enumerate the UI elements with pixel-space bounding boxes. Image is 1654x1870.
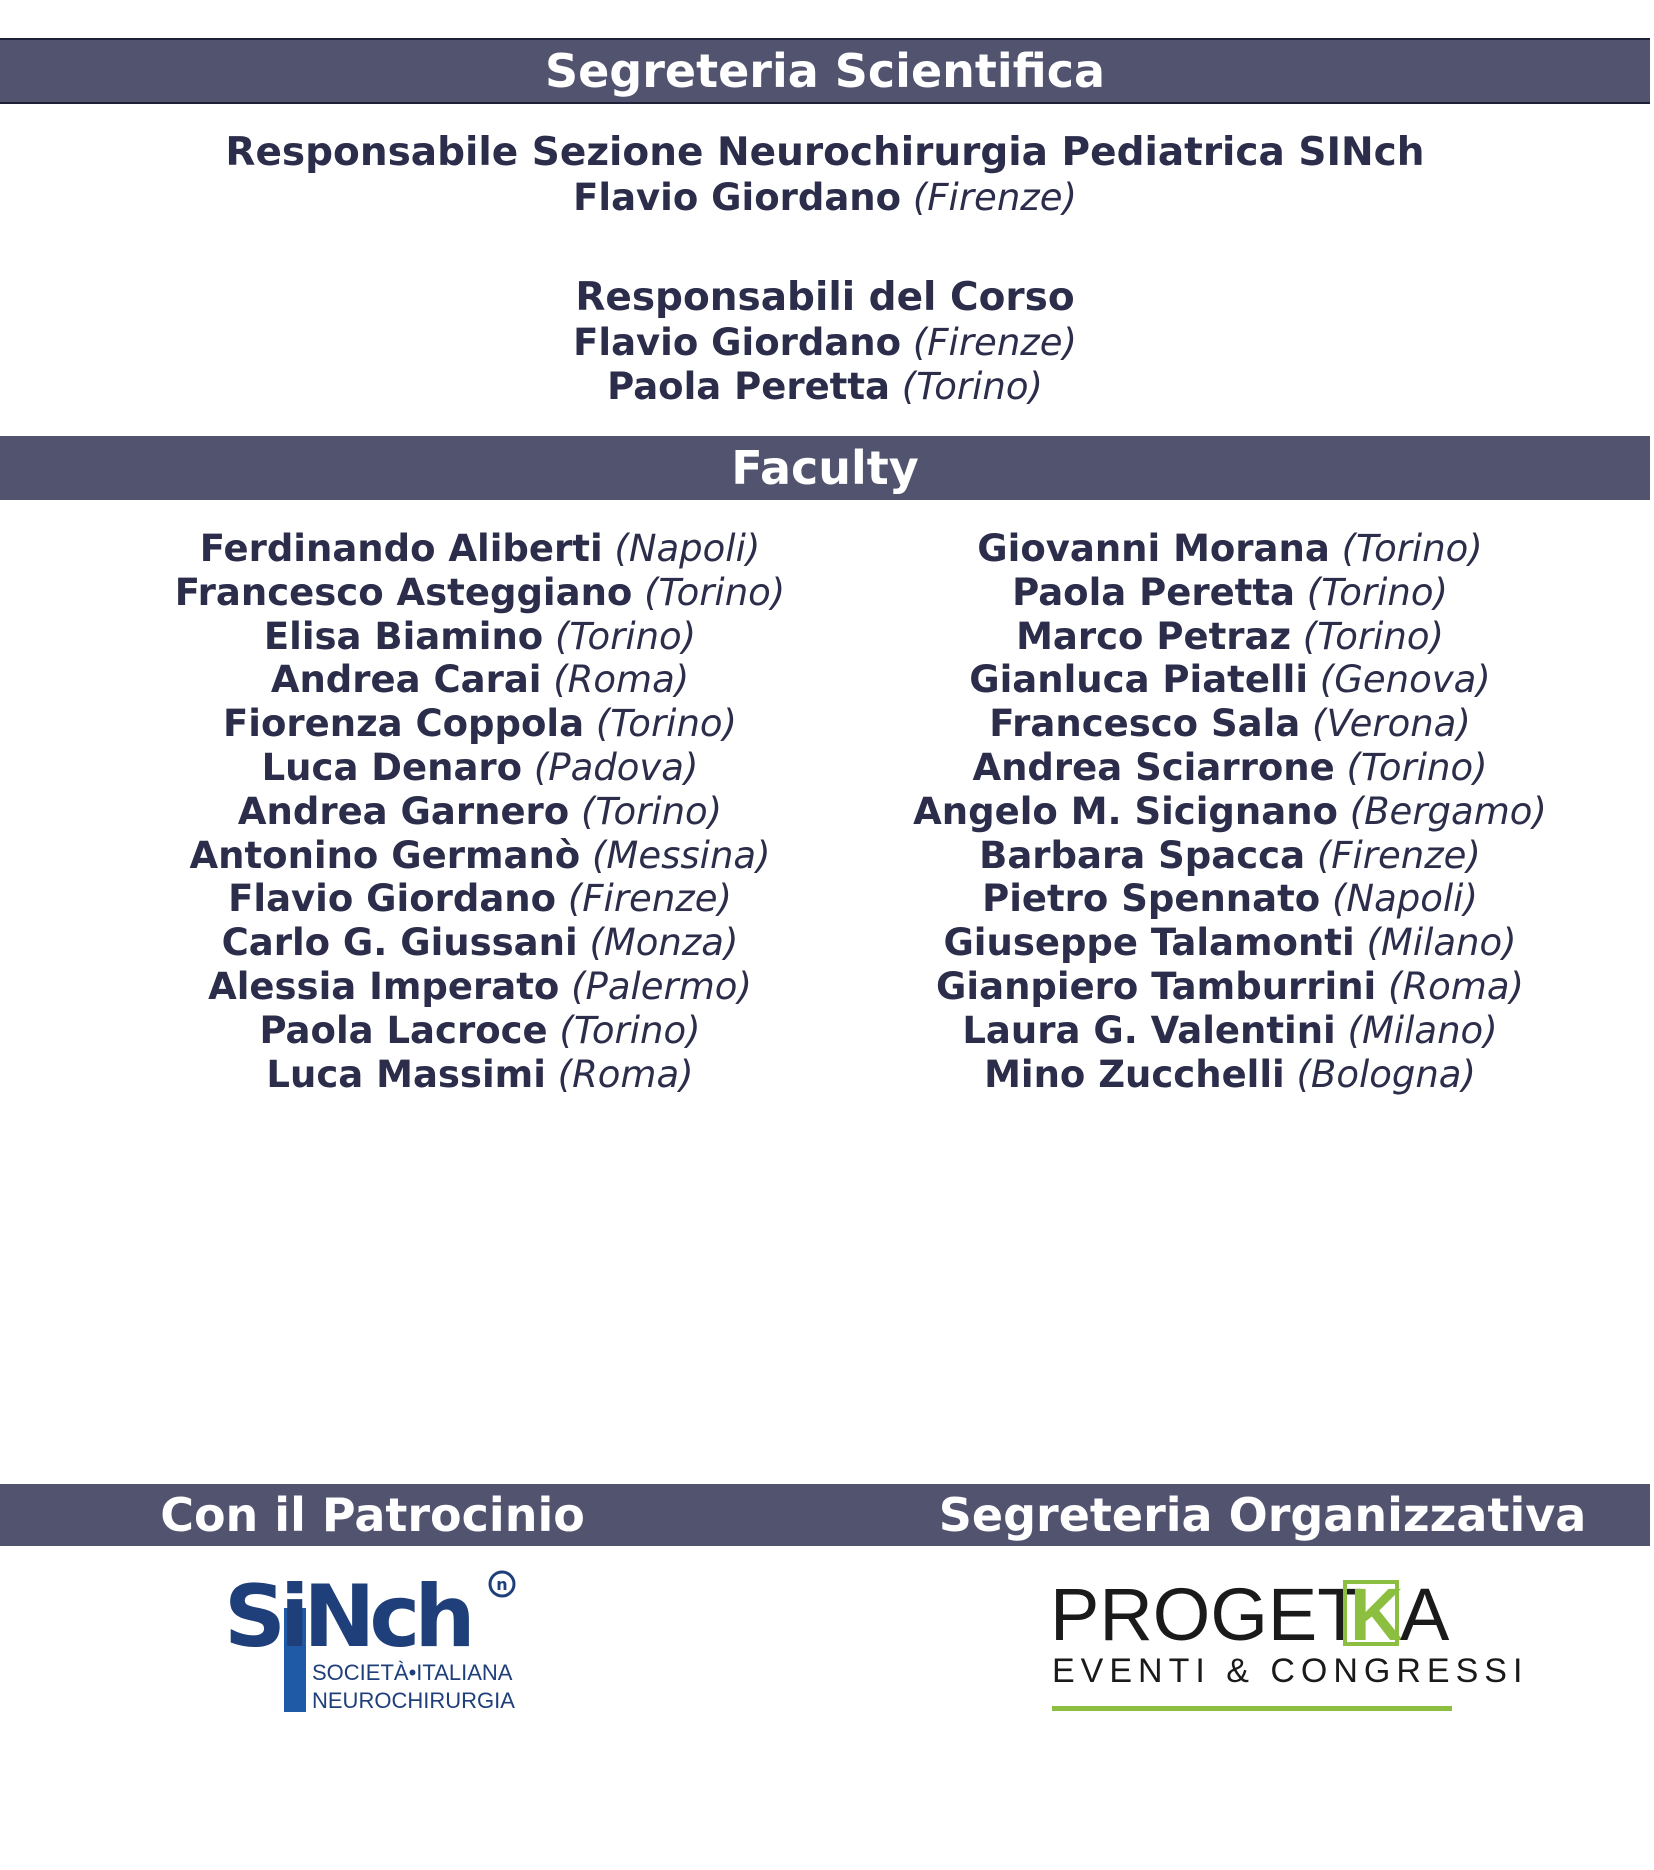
faculty-member — [130, 615, 830, 659]
faculty-name: Giovanni Morana — [977, 527, 1330, 570]
faculty-city: (Milano) — [1347, 1008, 1498, 1052]
faculty-member — [130, 965, 830, 1009]
faculty-member — [880, 877, 1580, 921]
faculty-city: (Messina) — [592, 833, 771, 877]
progetka-wordmark-a: PROGET — [1050, 1573, 1363, 1656]
faculty-name: Paola Lacroce — [259, 1008, 548, 1052]
faculty-member — [130, 921, 830, 965]
faculty-city: (Genova) — [1319, 658, 1491, 702]
faculty-member — [130, 746, 830, 790]
sinch-logo — [224, 1568, 524, 1718]
faculty-name: Andrea Sciarrone — [972, 745, 1335, 789]
faculty-city: (Napoli) — [614, 527, 761, 570]
faculty-name: Pietro Spennato — [982, 877, 1321, 921]
faculty-name: Elisa Biamino — [263, 614, 544, 658]
faculty-name: Luca Denaro — [261, 745, 523, 789]
faculty-name: Laura G. Valentini — [962, 1008, 1336, 1052]
faculty-member — [130, 702, 830, 746]
faculty-member — [130, 1053, 830, 1097]
person-name: Flavio Giordano — [573, 321, 902, 364]
faculty-name: Antonino Germanò — [189, 833, 581, 877]
section-title: Segreteria Scientifica — [544, 44, 1106, 98]
progetka-wordmark-b: A — [1400, 1573, 1450, 1656]
faculty-member — [130, 834, 830, 878]
faculty-city: (Verona) — [1312, 702, 1471, 746]
responsabili-corso-title: Responsabili del Corso — [575, 275, 1075, 320]
faculty-name: Angelo M. Sicignano — [913, 789, 1338, 833]
faculty-city: (Torino) — [644, 570, 786, 614]
faculty-member — [130, 527, 830, 571]
faculty-city: (Torino) — [1341, 527, 1483, 570]
progetka-underline — [1052, 1706, 1452, 1711]
faculty-name: Andrea Carai — [270, 658, 542, 702]
sinch-logo-line1: SOCIETÀ•ITALIANA — [312, 1660, 513, 1685]
section-title: Faculty — [731, 441, 919, 495]
section-header-footer — [0, 1484, 1650, 1546]
faculty-city: (Torino) — [559, 1008, 701, 1052]
responsabile-sezione-block — [0, 130, 1650, 220]
faculty-list-left — [130, 527, 830, 1096]
faculty-member — [880, 965, 1580, 1009]
faculty-name: Carlo G. Giussani — [221, 921, 578, 965]
faculty-city: (Roma) — [557, 1052, 694, 1096]
faculty-name: Mino Zucchelli — [984, 1052, 1285, 1096]
faculty-name: Barbara Spacca — [979, 833, 1306, 877]
faculty-city: (Torino) — [595, 702, 737, 746]
responsabile-sezione-title: Responsabile Sezione Neurochirurgia Pediatrica SINch — [225, 130, 1425, 175]
faculty-member — [880, 527, 1580, 571]
faculty-city: (Napoli) — [1331, 877, 1478, 921]
faculty-city: (Bergamo) — [1349, 789, 1547, 833]
faculty-city: (Palermo) — [571, 964, 752, 1008]
faculty-name: Ferdinando Aliberti — [199, 527, 603, 570]
faculty-member — [130, 877, 830, 921]
faculty-city: (Torino) — [555, 614, 697, 658]
responsabili-corso-person — [0, 365, 1650, 409]
person-name: Flavio Giordano — [573, 176, 902, 219]
faculty-member — [130, 658, 830, 702]
faculty-name: Gianluca Piatelli — [969, 658, 1309, 702]
faculty-city: (Torino) — [580, 789, 723, 833]
faculty-member — [880, 790, 1580, 834]
faculty-member — [880, 571, 1580, 615]
faculty-name: Francesco Asteggiano — [174, 570, 633, 614]
faculty-member — [880, 1053, 1580, 1097]
faculty-member — [880, 615, 1580, 659]
responsabile-sezione-person — [0, 176, 1650, 220]
faculty-city: (Firenze) — [567, 877, 732, 921]
faculty-member — [130, 1009, 830, 1053]
patrocinio-heading: Con il Patrocinio — [160, 1488, 585, 1542]
faculty-member — [880, 1009, 1580, 1053]
faculty-member — [880, 746, 1580, 790]
faculty-city: (Torino) — [1306, 570, 1448, 614]
progetka-logo — [1050, 1573, 1529, 1724]
faculty-city: (Torino) — [1346, 745, 1488, 789]
faculty-member — [880, 834, 1580, 878]
faculty-name: Giuseppe Talamonti — [943, 921, 1355, 965]
faculty-list-right — [880, 527, 1580, 1096]
faculty-city: (Bologna) — [1296, 1052, 1476, 1096]
faculty-city: (Padova) — [533, 745, 699, 789]
faculty-name: Luca Massimi — [266, 1052, 546, 1096]
faculty-name: Flavio Giordano — [228, 877, 557, 921]
faculty-city: (Milano) — [1366, 921, 1517, 965]
faculty-name: Paola Peretta — [1012, 570, 1296, 614]
progetka-tagline: EVENTI & CONGRESSI — [1052, 1652, 1529, 1690]
faculty-name: Alessia Imperato — [208, 964, 560, 1008]
faculty-city: (Roma) — [1388, 964, 1524, 1008]
progetka-wordmark-k: K — [1350, 1573, 1404, 1656]
responsabili-corso-person — [0, 321, 1650, 365]
faculty-name: Francesco Sala — [989, 702, 1301, 746]
segreteria-organizzativa-heading: Segreteria Organizzativa — [938, 1488, 1587, 1542]
section-header-faculty — [0, 436, 1650, 500]
person-name: Paola Peretta — [607, 365, 891, 408]
section-header-segreteria-scientifica — [0, 38, 1650, 104]
registered-letter: n — [496, 1575, 508, 1594]
faculty-name: Gianpiero Tamburrini — [936, 964, 1377, 1008]
sinch-logo-line2: NEUROCHIRURGIA — [312, 1688, 515, 1713]
faculty-name: Andrea Garnero — [237, 789, 570, 833]
faculty-member — [880, 702, 1580, 746]
faculty-name: Fiorenza Coppola — [223, 702, 585, 746]
faculty-name: Marco Petraz — [1016, 614, 1292, 658]
faculty-member — [130, 790, 830, 834]
faculty-city: (Monza) — [589, 921, 739, 965]
person-city: (Firenze) — [912, 176, 1077, 219]
sinch-logo-wordmark: SiNch — [224, 1567, 470, 1667]
responsabili-corso-block — [0, 275, 1650, 409]
person-city: (Torino) — [901, 365, 1043, 408]
faculty-city: (Torino) — [1302, 614, 1444, 658]
faculty-member — [880, 921, 1580, 965]
faculty-member — [880, 658, 1580, 702]
person-city: (Firenze) — [912, 321, 1077, 364]
faculty-city: (Firenze) — [1316, 833, 1481, 877]
faculty-member — [130, 571, 830, 615]
faculty-city: (Roma) — [553, 658, 690, 702]
